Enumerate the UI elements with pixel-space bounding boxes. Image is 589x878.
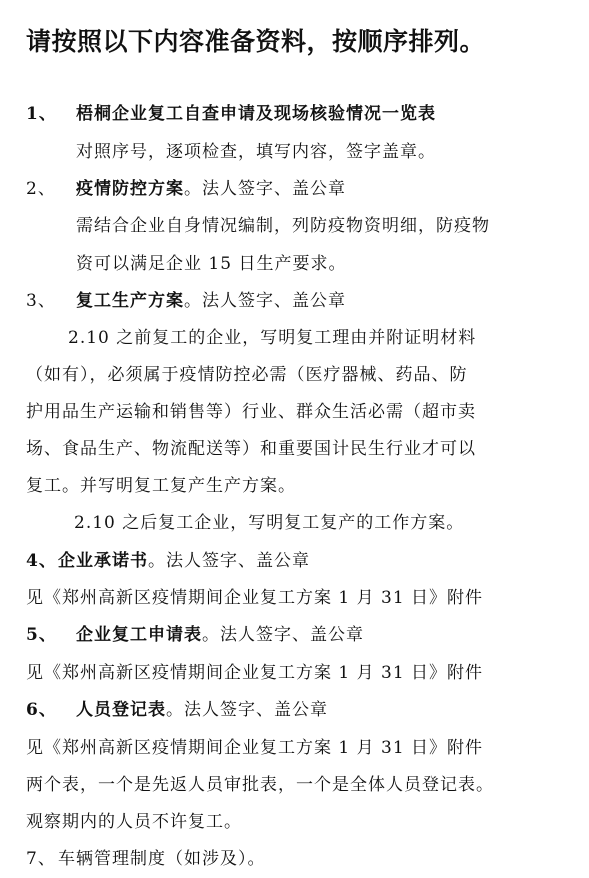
item-heading: 人员登记表 [76,700,166,720]
item-suffix: 。法人签字、盖公章 [184,291,346,311]
item-number: 2、 [26,179,56,199]
item-number: 1、 [26,104,57,124]
item-3-line-1: 2.10 之前复工的企业，写明复工理由并附证明材料 [68,328,477,348]
item-suffix: 。法人签字、盖公章 [202,625,364,645]
item-3-line-2: （如有），必须属于疫情防控必需（医疗器械、药品、防 [26,365,468,385]
item-4-line-1: 见《郑州高新区疫情期间企业复工方案 1 月 31 日》附件 [26,588,484,608]
item-6-line-2: 两个表，一个是先返人员审批表，一个是全体人员登记表。 [26,775,494,795]
item-suffix: 。法人签字、盖公章 [148,551,310,571]
item-6-line-1: 见《郑州高新区疫情期间企业复工方案 1 月 31 日》附件 [26,738,484,758]
item-heading: 企业复工申请表 [76,625,202,645]
item-7-line [26,848,266,870]
item-heading: 疫情防控方案 [76,179,184,199]
item-number: 6、 [26,700,57,720]
item-heading: 复工生产方案 [76,291,184,311]
item-text: 车辆管理制度（如涉及）。 [58,849,266,869]
item-3-line-5: 复工。并写明复工复产生产方案。 [26,476,296,496]
item-4-heading-line [26,550,310,572]
item-3-heading-line [26,290,346,312]
item-heading: 梧桐企业复工自查申请及现场核验情况一览表 [76,104,436,124]
item-number: 5、 [26,625,57,645]
item-1-heading-line [26,103,436,125]
item-2-line-1: 需结合企业自身情况编制，列防疫物资明细，防疫物 [76,216,490,236]
item-5-heading-line [26,624,364,646]
item-3-line-3: 护用品生产运输和销售等）行业、群众生活必需（超市卖 [26,402,476,422]
item-suffix: 。法人签字、盖公章 [166,700,328,720]
item-number: 3、 [26,291,56,311]
item-6-heading-line [26,699,328,721]
item-heading: 企业承诺书 [58,551,148,571]
item-number: 4、 [26,551,57,571]
item-2-line-2: 资可以满足企业 15 日生产要求。 [76,254,347,274]
item-5-line-1: 见《郑州高新区疫情期间企业复工方案 1 月 31 日》附件 [26,663,484,683]
item-1-line-1: 对照序号，逐项检查，填写内容，签字盖章。 [76,142,436,162]
item-2-heading-line [26,178,346,200]
item-3-line-4: 场、食品生产、物流配送等）和重要国计民生行业才可以 [26,439,476,459]
item-number: 7、 [26,849,56,869]
item-3-line-6: 2.10 之后复工企业，写明复工复产的工作方案。 [74,513,465,533]
item-suffix: 。法人签字、盖公章 [184,179,346,199]
item-6-line-3: 观察期内的人员不许复工。 [26,812,242,832]
document-title: 请按照以下内容准备资料，按顺序排列。 [26,27,486,56]
